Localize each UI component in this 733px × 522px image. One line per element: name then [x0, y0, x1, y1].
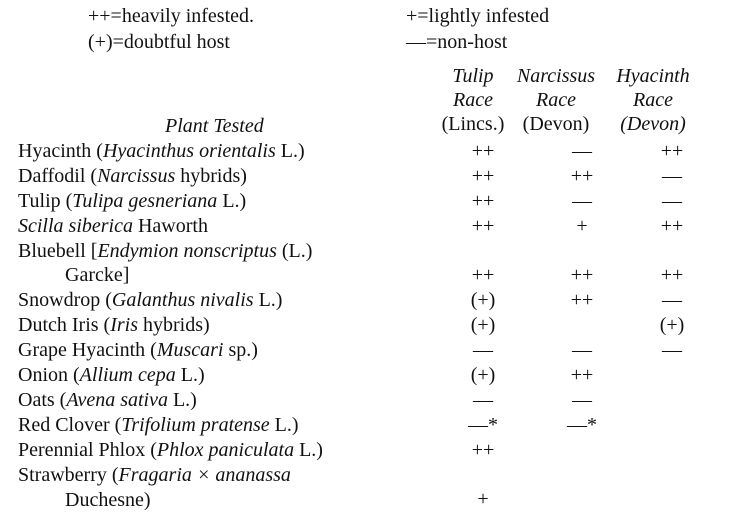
plant-authority: hybrids) — [175, 164, 247, 187]
plant-name-line — [18, 289, 282, 311]
cell-tulip-race: + — [477, 488, 489, 511]
cell-narcissus-race: — — [572, 140, 592, 162]
cell-tulip-race: ++ — [471, 164, 495, 187]
legend-heavily-infested: ++=heavily infested. — [88, 5, 255, 27]
cell-tulip-race: (+) — [470, 314, 496, 337]
table-row — [18, 463, 733, 513]
plant-common-name: Snowdrop ( — [18, 289, 112, 312]
cell-hyacinth-race: — — [662, 164, 682, 187]
table-row — [18, 413, 733, 438]
table-row — [18, 239, 733, 289]
column-header-race: Race — [633, 89, 673, 111]
plant-name — [18, 139, 305, 164]
plant-name — [18, 438, 323, 463]
table-row — [18, 338, 733, 363]
plant-name — [18, 338, 258, 363]
plant-name-line — [18, 364, 205, 386]
table-row — [18, 363, 733, 388]
cell-tulip-race: ++ — [471, 140, 495, 162]
plant-common-name: Bluebell [ — [18, 239, 98, 262]
plant-name-line — [18, 240, 312, 262]
table-row — [18, 214, 733, 239]
plant-latin-name: Endymion nonscriptus — [97, 239, 277, 262]
cell-narcissus-race: —* — [567, 413, 597, 436]
cell-narcissus-race: ++ — [570, 364, 594, 387]
plant-latin-name: Narcissus — [97, 164, 176, 187]
cell-hyacinth-race: — — [662, 289, 682, 312]
column-header-race: Race — [453, 89, 493, 111]
plant-latin-name: Hyacinthus orientalis — [102, 140, 276, 162]
plant-common-name: Tulip ( — [18, 189, 73, 212]
plant-common-name: Dutch Iris ( — [18, 314, 111, 337]
cell-hyacinth-race: (+) — [659, 314, 685, 337]
cell-tulip-race: ++ — [471, 438, 495, 461]
plant-latin-name: Trifolium pratense — [121, 413, 270, 436]
plant-name-line — [18, 314, 210, 336]
plant-latin-name: Muscari — [156, 339, 224, 362]
plant-common-name: Oats ( — [18, 388, 67, 411]
cell-tulip-race: —* — [468, 413, 498, 436]
plant-authority: L.) — [253, 289, 283, 312]
plant-latin-name: Fragaria × ananassa — [118, 463, 291, 486]
cell-tulip-race: ++ — [471, 214, 495, 237]
plant-name-line — [18, 414, 299, 436]
plant-name — [18, 214, 208, 239]
cell-hyacinth-race: ++ — [660, 140, 684, 162]
plant-common-name: Perennial Phlox ( — [18, 438, 157, 461]
column-header-name: Narcissus — [516, 65, 596, 87]
table-row — [18, 164, 733, 189]
plant-authority: sp.) — [223, 339, 258, 362]
plant-latin-name: Tulipa gesneriana — [72, 189, 218, 212]
cell-hyacinth-race: ++ — [660, 214, 684, 237]
plant-latin-name: Avena sativa — [66, 388, 168, 411]
plant-name-line — [18, 190, 246, 212]
column-header-name: Hyacinth — [616, 65, 690, 87]
plant-name — [18, 164, 247, 189]
plant-authority: hybrids) — [138, 314, 210, 337]
plant-common-name: Red Clover ( — [18, 413, 122, 436]
cell-tulip-race: ++ — [471, 189, 495, 212]
host-table — [18, 139, 733, 512]
plant-name-line — [18, 439, 323, 461]
cell-hyacinth-race: — — [662, 189, 682, 212]
plant-latin-name: Phlox paniculata — [156, 438, 295, 461]
cell-hyacinth-race: — — [662, 339, 682, 362]
table-row — [18, 139, 733, 164]
plant-name — [18, 388, 197, 413]
cell-narcissus-race: ++ — [570, 164, 594, 187]
plant-name — [18, 463, 291, 513]
column-header-hyacinth-race — [608, 64, 698, 136]
legend-non-host: —=non-host — [406, 31, 508, 53]
column-headers — [0, 64, 733, 140]
legend-doubtful-host: (+)=doubtful host — [88, 31, 230, 53]
plant-name-continuation: Garcke] — [65, 264, 130, 287]
column-header-race: Race — [536, 89, 576, 111]
column-header-origin: (Devon) — [522, 113, 590, 135]
legend-lightly-infested: +=lightly infested — [406, 5, 550, 27]
plant-name — [18, 288, 282, 313]
table-row — [18, 438, 733, 463]
plant-name-line — [18, 339, 258, 361]
plant-latin-name: Iris — [110, 314, 138, 337]
plant-authority: L.) — [294, 438, 323, 461]
plant-common-name: Grape Hyacinth ( — [18, 339, 157, 362]
plant-name-line — [18, 464, 291, 486]
plant-name — [18, 363, 205, 388]
column-header-origin: (Devon) — [620, 113, 686, 135]
plant-name-line — [18, 215, 208, 237]
cell-tulip-race: (+) — [470, 289, 496, 312]
plant-tested-header: Plant Tested — [165, 115, 264, 137]
plant-common-name: Onion ( — [18, 364, 80, 387]
plant-name-continuation: Duchesne) — [65, 488, 151, 511]
plant-authority: L.) — [175, 364, 205, 387]
cell-narcissus-race: + — [576, 214, 588, 237]
plant-authority: L.) — [275, 140, 305, 162]
plant-common-name: Daffodil ( — [18, 164, 98, 187]
legend — [88, 3, 728, 55]
cell-narcissus-race: — — [572, 339, 592, 362]
plant-name-line — [18, 165, 247, 187]
plant-latin-name: Allium cepa — [79, 364, 176, 387]
plant-authority: L.) — [269, 413, 299, 436]
plant-name-line — [18, 389, 197, 411]
plant-name-line — [18, 140, 305, 162]
plant-authority: L.) — [217, 189, 247, 212]
table-row — [18, 313, 733, 338]
cell-tulip-race: — — [473, 339, 493, 362]
column-header-tulip-race — [432, 64, 514, 136]
cell-narcissus-race: ++ — [570, 289, 594, 312]
plant-name — [18, 239, 312, 289]
plant-latin-name: Galanthus nivalis — [111, 289, 254, 312]
table-row — [18, 288, 733, 313]
plant-latin-name: Scilla siberica — [18, 214, 133, 237]
cell-tulip-race: (+) — [470, 364, 496, 387]
table-row — [18, 189, 733, 214]
cell-tulip-race: — — [473, 388, 493, 411]
plant-common-name: Hyacinth ( — [18, 140, 103, 162]
cell-narcissus-race: — — [572, 388, 592, 411]
cell-narcissus-race: ++ — [570, 264, 594, 287]
legend-row — [88, 29, 728, 55]
plant-name — [18, 413, 299, 438]
cell-narcissus-race: — — [572, 189, 592, 212]
legend-row — [88, 3, 728, 29]
column-header-name: Tulip — [452, 65, 494, 87]
plant-authority: (L.) — [276, 239, 313, 262]
table-row — [18, 388, 733, 413]
cell-hyacinth-race: ++ — [660, 264, 684, 287]
column-header-narcissus-race — [506, 64, 606, 136]
plant-authority: Haworth — [132, 214, 208, 237]
plant-name — [18, 189, 246, 214]
column-header-origin: (Lincs.) — [441, 113, 505, 135]
plant-common-name: Strawberry ( — [18, 463, 119, 486]
plant-name — [18, 313, 210, 338]
cell-tulip-race: ++ — [471, 264, 495, 287]
plant-authority: L.) — [167, 388, 197, 411]
